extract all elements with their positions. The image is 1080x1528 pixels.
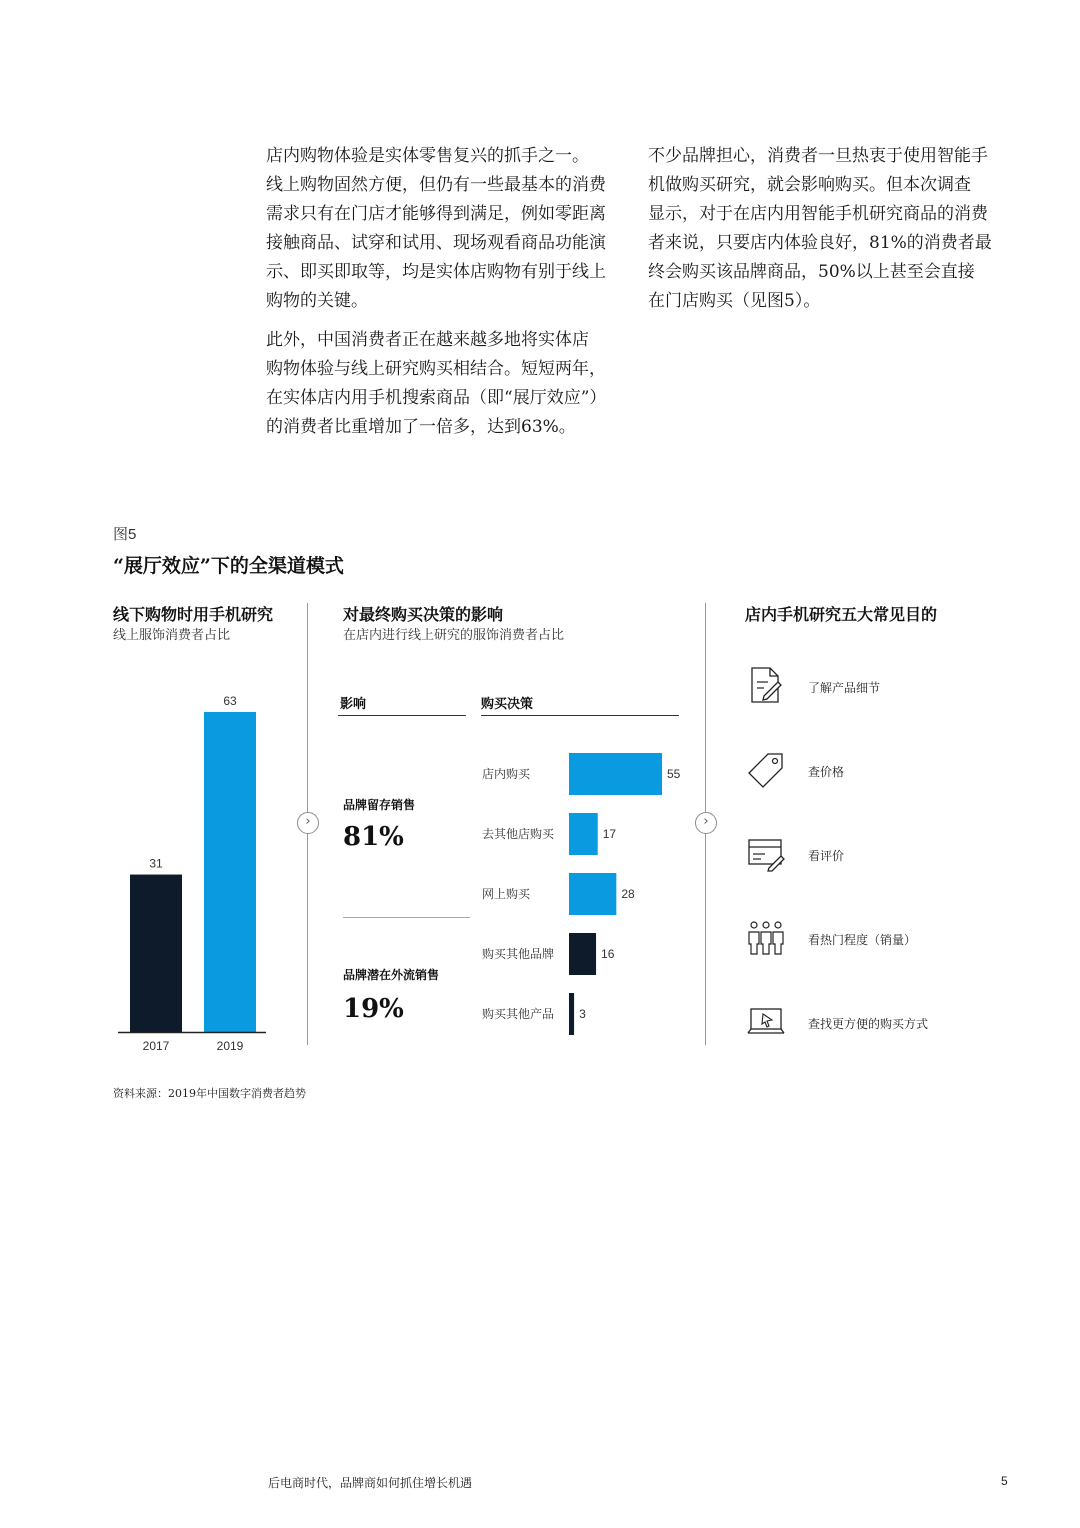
decision-label: 网上购买 [482,887,531,901]
decision-value: 55 [667,767,681,781]
figure-title: “展厅效应”下的全渠道模式 [113,555,344,577]
purpose-label-5: 查找更方便的购买方式 [808,1017,929,1031]
impact-separator [343,917,470,918]
decision-value: 17 [602,827,617,841]
figure-label: 图5 [113,526,137,543]
article-col1-paragraph-2: 此外，中国消费者正在越来越多地将实体店 购物体验与线上研究购买相结合。短短两年， 在实体店内用手机搜索商品（即“展厅效应”） 的消费者比重增加了一倍多，达到63%。 [266,330,607,437]
price-tag-icon [746,751,786,791]
decision-label: 店内购买 [482,767,531,781]
bar-value-2017: 31 [149,856,163,871]
decision-bar [569,753,662,795]
bar-2017 [130,875,182,1032]
decision-label: 购买其他品牌 [482,947,555,961]
decision-bar [569,993,574,1035]
decision-bar [569,813,598,855]
decision-label: 去其他店购买 [482,827,555,841]
panel2-subtitle: 在店内进行线上研究的服饰消费者占比 [343,628,565,643]
column-header-decision: 购买决策 [481,697,534,712]
panel1-title: 线下购物时用手机研究 [113,605,274,624]
outflow-sales-percent: 19% [343,994,404,1024]
decision-value: 16 [601,947,615,961]
x-tick-2019: 2019 [216,1039,244,1053]
decision-value: 28 [621,887,635,901]
purpose-label-4: 看热门程度（销量） [808,933,917,947]
decision-header-rule [481,715,679,716]
chevron-right-icon: › [297,812,319,834]
review-card-icon [747,838,787,872]
footer-title: 后电商时代，品牌商如何抓住增长机遇 [268,1476,473,1490]
bar-value-2019: 63 [223,694,237,708]
purpose-label-3: 看评价 [808,849,845,863]
chevron-right-icon: › [695,812,717,834]
retain-sales-label: 品牌留存销售 [343,798,416,812]
page-number: 5 [1001,1474,1008,1488]
decision-label: 购买其他产品 [482,1007,555,1021]
column-header-impact: 影响 [340,697,367,712]
panel2-title: 对最终购买决策的影响 [343,605,504,624]
decision-bar [569,873,616,915]
panel2-bar-chart [478,745,698,1045]
retain-sales-percent: 81% [343,822,404,852]
panel1-bar-chart [110,680,290,1060]
outflow-sales-label: 品牌潜在外流销售 [343,968,440,982]
purpose-label-1: 了解产品细节 [808,681,881,695]
document-edit-icon [748,666,784,706]
article-col1-paragraph-1: 店内购物体验是实体零售复兴的抓手之一。 线上购物固然方便，但仍有一些最基本的消费 需求只有在门店才能够得到满足，例如零距离 接触商品、试穿和试用、现场观看商品功能演 示、即买即取等，均是实体店购物有别于线上 购物的关键。 [266,146,606,311]
purpose-label-2: 查价格 [808,765,845,779]
decision-value: 3 [579,1007,586,1021]
panel3-title: 店内手机研究五大常见目的 [745,605,938,624]
decision-bar [569,933,596,975]
panel1-subtitle: 线上服饰消费者占比 [113,628,231,643]
article-col2-paragraph-1: 不少品牌担心，消费者一旦热衷于使用智能手 机做购买研究，就会影响购买。但本次调查 显示，对于在店内用智能手机研究商品的消费 者来说，只要店内体验良好，81%的消费者最 终会购买该品牌商品，50%以上甚至会直接 在门店购买（见图5）。 [648,146,992,311]
laptop-cursor-icon [746,1006,786,1038]
people-group-icon [746,920,786,956]
source-note: 资料来源：2019年中国数字消费者趋势 [113,1087,306,1100]
x-tick-2017: 2017 [142,1039,170,1053]
bar-2019 [204,712,256,1032]
impact-header-rule [338,715,466,716]
